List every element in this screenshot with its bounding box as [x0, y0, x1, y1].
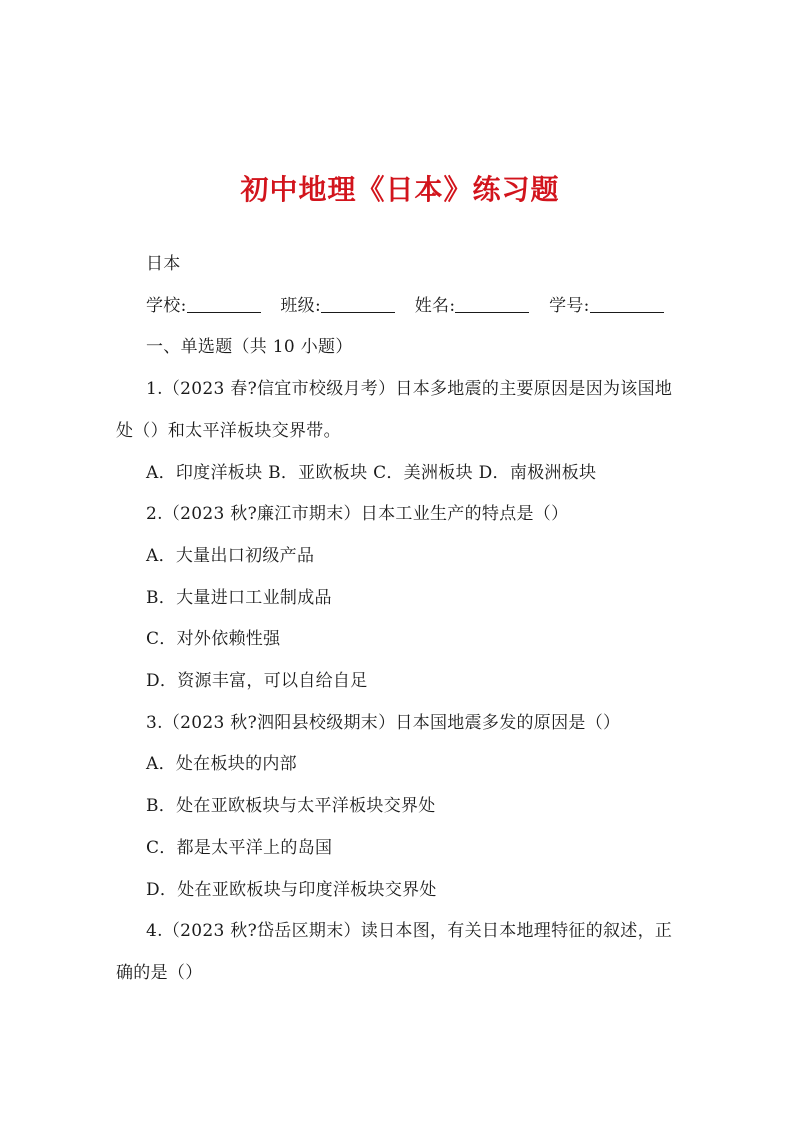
question-2-option-a: A．大量出口初级产品	[146, 545, 315, 566]
name-label: 姓名:	[414, 295, 456, 316]
question-3-option-a: A．处在板块的内部	[146, 754, 297, 775]
question-4-stem-continued: 确的是（）	[116, 962, 203, 983]
name-blank	[455, 294, 529, 313]
question-2-stem: 2.（2023 秋?廉江市期末）日本工业生产的特点是（）	[146, 504, 569, 525]
student-info-row	[146, 286, 686, 328]
question-3-option-b: B．处在亚欧板块与太平洋板块交界处	[146, 796, 436, 817]
question-1-options: A．印度洋板块 B．亚欧板块 C．美洲板块 D．南极洲板块	[146, 462, 597, 483]
question-1-stem: 1.（2023 春?信宜市校级月考）日本多地震的主要原因是因为该国地	[146, 379, 673, 400]
question-2-option-d: D．资源丰富，可以自给自足	[146, 671, 368, 692]
question-2-option-b: B．大量进口工业制成品	[146, 587, 332, 608]
document-body	[116, 244, 686, 995]
question-1-stem-continued: 处（）和太平洋板块交界带。	[116, 420, 341, 441]
subtitle: 日本	[146, 254, 181, 274]
question-3-stem: 3.（2023 秋?泗阳县校级期末）日本国地震多发的原因是（）	[146, 712, 621, 733]
school-blank	[187, 294, 261, 313]
question-3-option-c: C．都是太平洋上的岛国	[146, 837, 333, 858]
number-blank	[590, 294, 664, 313]
number-label: 学号:	[549, 295, 590, 316]
section-heading: 一、单选题（共 10 小题）	[146, 337, 353, 358]
school-label: 学校:	[146, 295, 187, 316]
question-4-stem: 4.（2023 秋?岱岳区期末）读日本图，有关日本地理特征的叙述，正	[146, 921, 673, 942]
class-blank	[321, 294, 395, 313]
question-2-option-c: C．对外依赖性强	[146, 629, 281, 650]
class-label: 班级:	[280, 295, 321, 316]
question-3-option-d: D．处在亚欧板块与印度洋板块交界处	[146, 879, 437, 900]
document-title: 初中地理《日本》练习题	[240, 173, 560, 206]
